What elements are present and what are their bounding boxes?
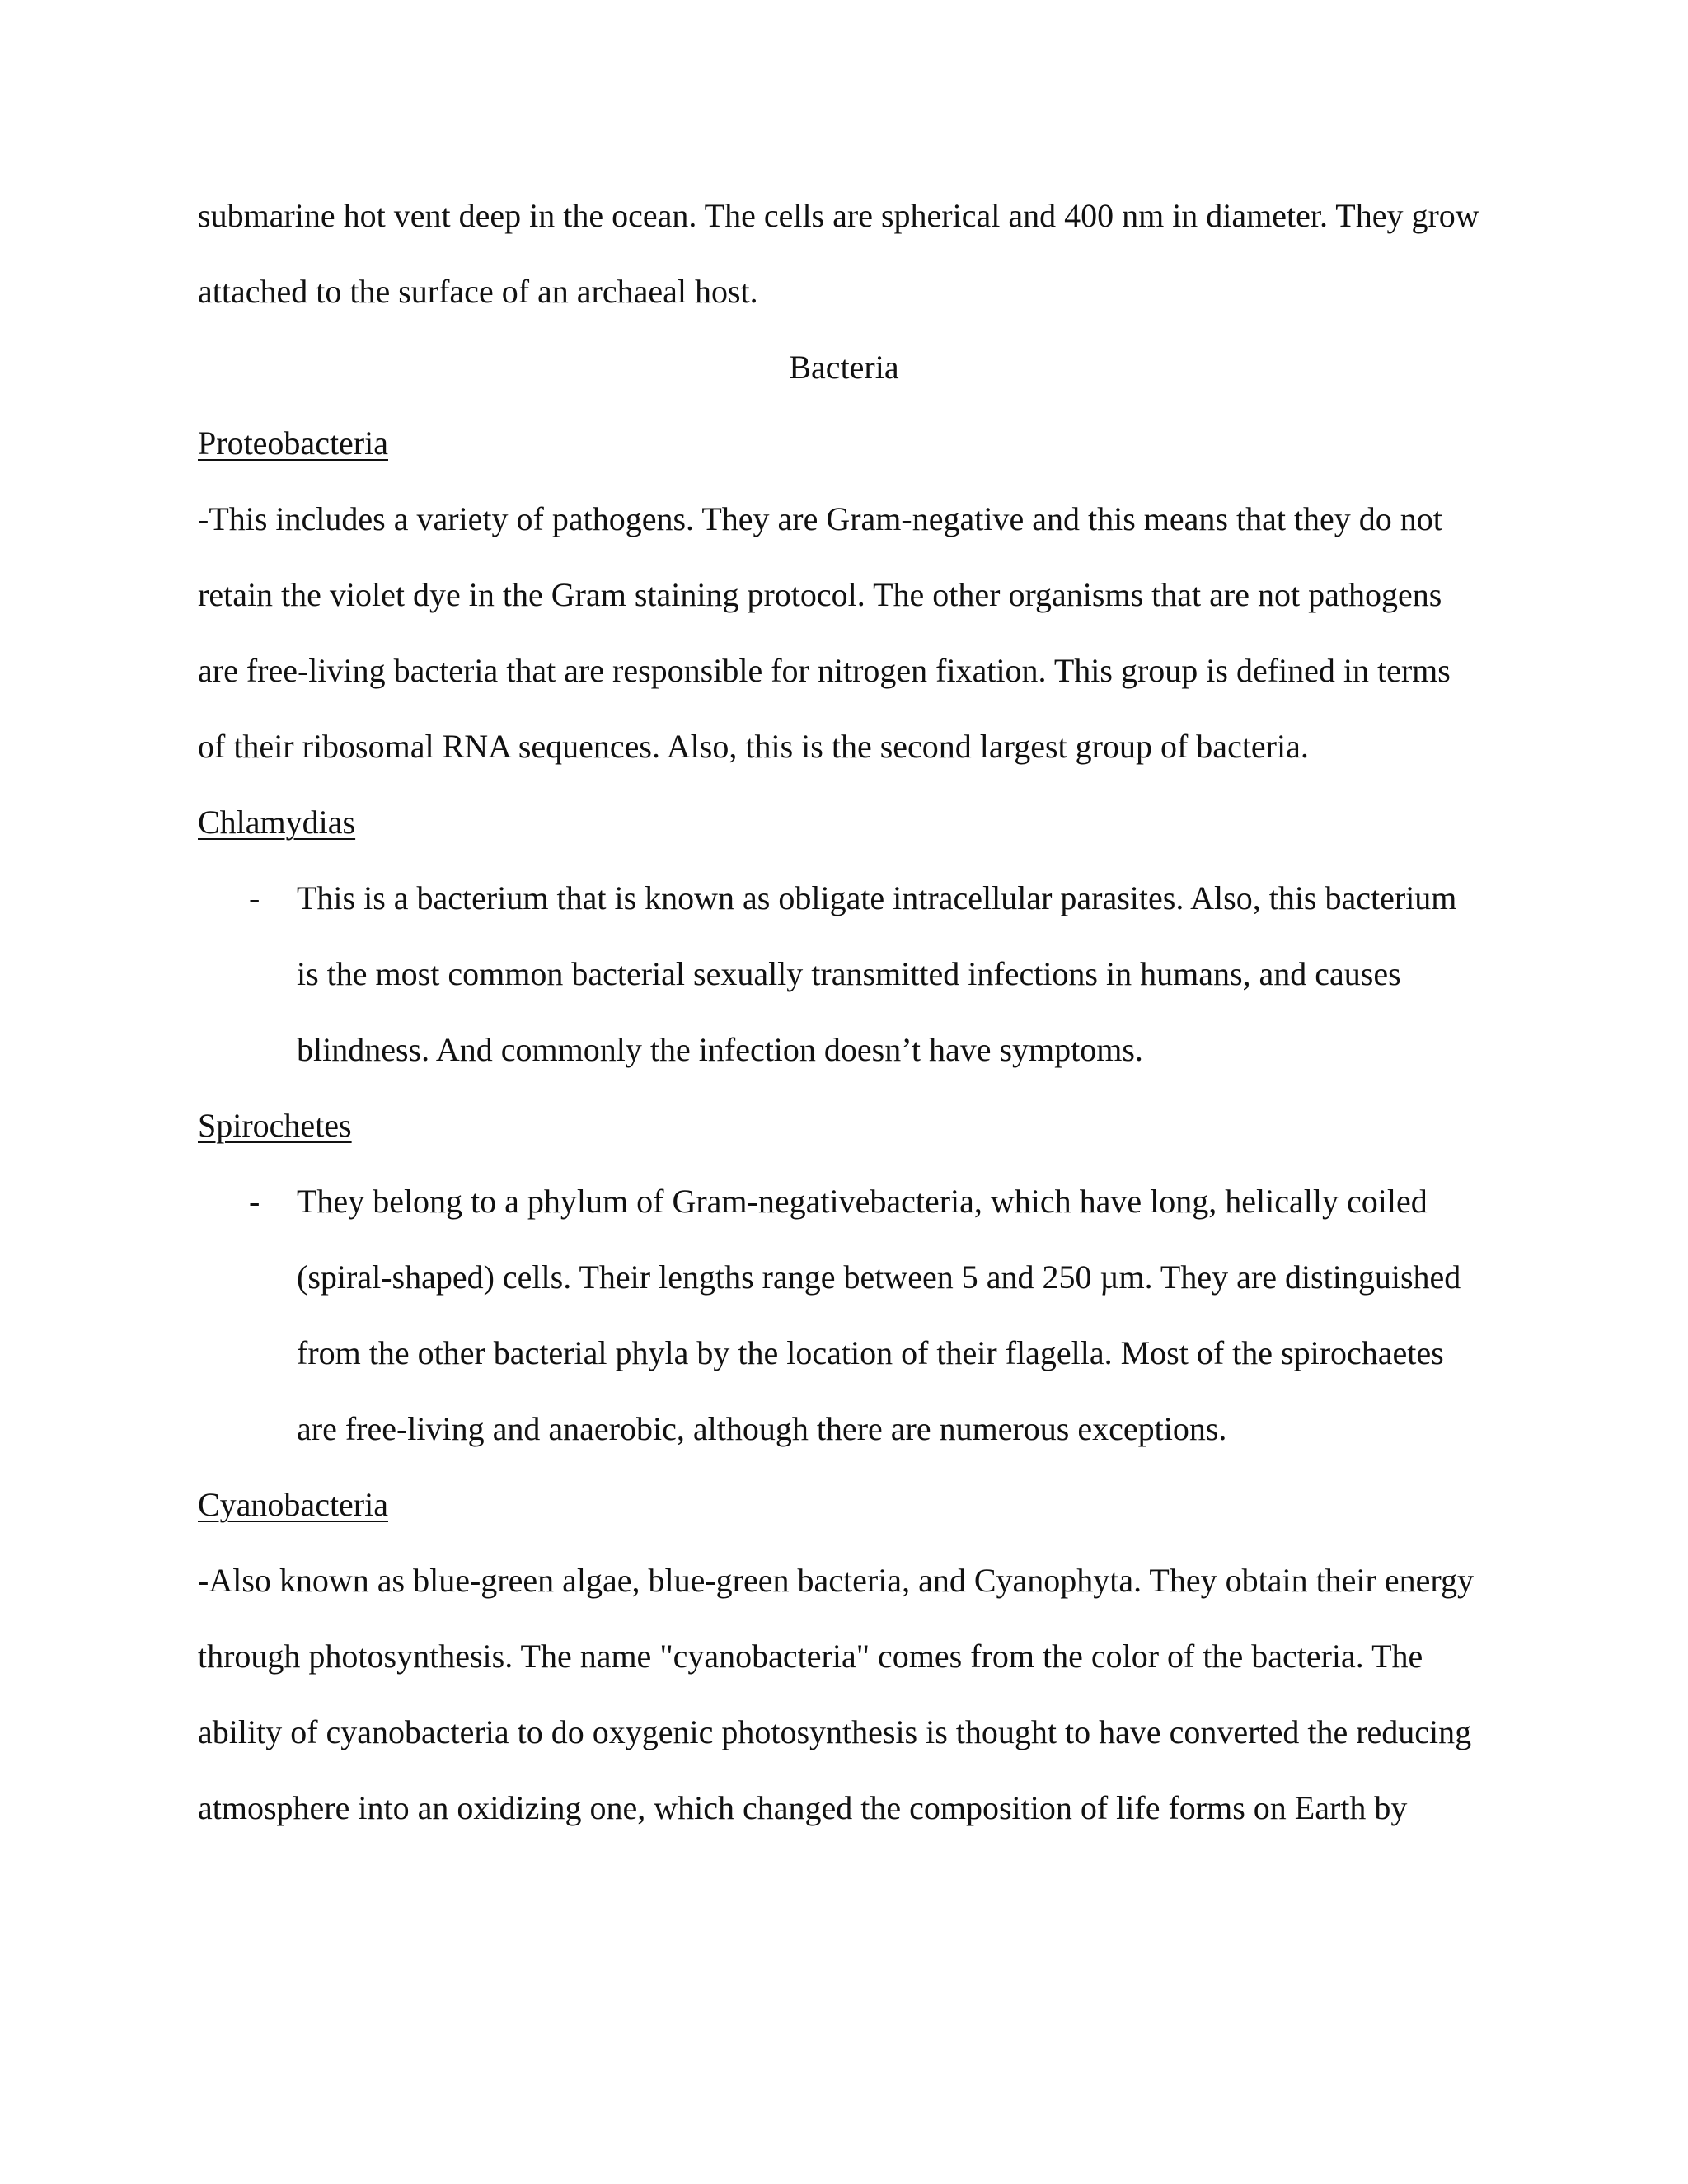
intro-line: attached to the surface of an archaeal host. xyxy=(198,273,758,310)
spirochetes-line: from the other bacterial phyla by the location of their flagella. Most of the spirochaetes xyxy=(297,1334,1444,1371)
bullet-dash: - xyxy=(249,879,260,916)
section-title: Bacteria xyxy=(789,349,899,386)
proteobacteria-line: retain the violet dye in the Gram staining protocol. The other organisms that are not pathogens xyxy=(198,576,1442,613)
chlamydias-line: blindness. And commonly the infection doesn’t have symptoms. xyxy=(297,1031,1143,1068)
cyanobacteria-line: ability of cyanobacteria to do oxygenic photosynthesis is thought to have converted the reducing xyxy=(198,1713,1472,1750)
chlamydias-line: This is a bacterium that is known as obligate intracellular parasites. Also, this bacterium xyxy=(297,879,1457,916)
proteobacteria-line: -This includes a variety of pathogens. They are Gram-negative and this means that they do not xyxy=(198,500,1442,537)
heading-chlamydias: Chlamydias xyxy=(198,804,356,841)
cyanobacteria-line: -Also known as blue-green algae, blue-green bacteria, and Cyanophyta. They obtain their energy xyxy=(198,1562,1474,1599)
spirochetes-line: are free-living and anaerobic, although there are numerous exceptions. xyxy=(297,1410,1227,1447)
bullet-dash: - xyxy=(249,1183,260,1220)
cyanobacteria-line: atmosphere into an oxidizing one, which changed the composition of life forms on Earth by xyxy=(198,1789,1408,1826)
spirochetes-line: (spiral-shaped) cells. Their lengths range between 5 and 250 µm. They are distinguished xyxy=(297,1258,1461,1296)
heading-cyanobacteria: Cyanobacteria xyxy=(198,1486,388,1523)
spirochetes-line: They belong to a phylum of Gram-negativebacteria, which have long, helically coiled xyxy=(297,1183,1428,1220)
heading-spirochetes: Spirochetes xyxy=(198,1107,352,1144)
intro-line: submarine hot vent deep in the ocean. The cells are spherical and 400 nm in diameter. They grow xyxy=(198,197,1479,234)
proteobacteria-line: are free-living bacteria that are responsible for nitrogen fixation. This group is defined in terms xyxy=(198,652,1451,689)
proteobacteria-line: of their ribosomal RNA sequences. Also, this is the second largest group of bacteria. xyxy=(198,728,1309,765)
cyanobacteria-line: through photosynthesis. The name "cyanobacteria" comes from the color of the bacteria. The xyxy=(198,1638,1423,1675)
heading-proteobacteria: Proteobacteria xyxy=(198,424,388,462)
chlamydias-line: is the most common bacterial sexually transmitted infections in humans, and causes xyxy=(297,955,1401,992)
